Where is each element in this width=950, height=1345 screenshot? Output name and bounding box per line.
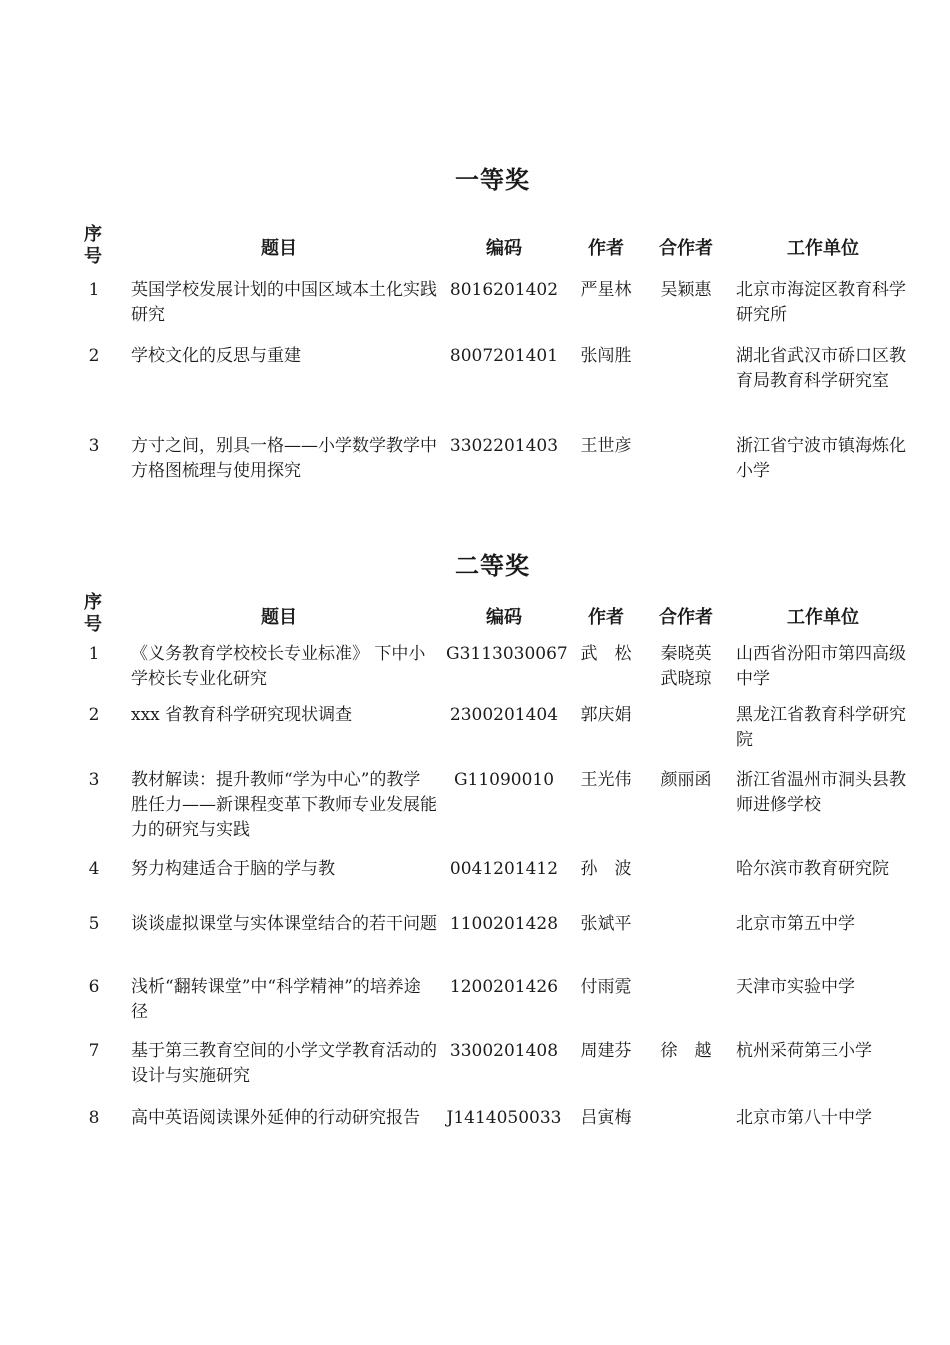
row-title: 谈谈虚拟课堂与实体课堂结合的若干问题	[131, 914, 437, 934]
row-author: 郭庆娟	[580, 705, 632, 725]
row-no: 4	[88, 859, 100, 879]
row-code: 3300201408	[449, 1041, 559, 1061]
row-author: 张闯胜	[580, 346, 632, 366]
row-unit: 北京市第八十中学	[736, 1108, 872, 1128]
row-no: 3	[88, 436, 100, 456]
row-title: 浅析“翻转课堂”中“科学精神”的培养途径	[131, 977, 421, 1022]
row-unit: 哈尔滨市教育研究院	[736, 859, 889, 879]
row-title: 方寸之间，别具一格——小学数学教学中方格图梳理与使用探究	[131, 436, 437, 481]
row-no: 8	[88, 1108, 100, 1128]
row-unit: 浙江省温州市洞头县教师进修学校	[736, 770, 906, 815]
row-title: 努力构建适合于脑的学与教	[131, 859, 335, 879]
row-unit: 山西省汾阳市第四高级中学	[736, 644, 906, 689]
row-no: 6	[88, 977, 100, 997]
row-no: 7	[88, 1041, 100, 1061]
row-unit: 浙江省宁波市镇海炼化小学	[736, 436, 906, 481]
first-prize-title: 一等奖	[455, 165, 530, 194]
row-author: 张斌平	[580, 914, 632, 934]
row-code: 1200201426	[449, 977, 559, 997]
row-title: 学校文化的反思与重建	[131, 346, 301, 366]
row-title: 高中英语阅读课外延伸的行动研究报告	[131, 1108, 420, 1128]
row-title: 基于第三教育空间的小学文学教育活动的设计与实施研究	[131, 1041, 437, 1086]
row-no: 2	[88, 346, 100, 366]
row-author: 王光伟	[580, 770, 632, 790]
row-no: 5	[88, 914, 100, 934]
row-author: 武 松	[580, 644, 632, 664]
row-code: 3302201403	[449, 436, 559, 456]
header-coauthor: 合作者	[659, 238, 713, 259]
row-unit: 杭州采荷第三小学	[736, 1041, 872, 1061]
row-no: 2	[88, 705, 100, 725]
row-code: G11090010	[453, 770, 555, 790]
header-coauthor: 合作者	[659, 607, 713, 628]
row-unit: 黑龙江省教育科学研究院	[736, 705, 906, 750]
row-unit: 北京市第五中学	[736, 914, 855, 934]
header-title: 题目	[261, 607, 297, 628]
row-coauthor: 颜丽函	[660, 770, 712, 790]
row-author: 孙 波	[580, 859, 632, 879]
row-unit: 天津市实验中学	[736, 977, 855, 997]
row-code: 1100201428	[449, 914, 559, 934]
header-unit: 工作单位	[787, 607, 859, 628]
header-no: 序号	[84, 592, 102, 635]
header-title: 题目	[261, 238, 297, 259]
row-unit: 湖北省武汉市硚口区教育局教育科学研究室	[736, 346, 906, 391]
row-code: 0041201412	[449, 859, 559, 879]
row-title: 英国学校发展计划的中国区域本土化实践研究	[131, 280, 437, 325]
header-author: 作者	[588, 607, 624, 628]
header-author: 作者	[588, 238, 624, 259]
row-code: 8016201402	[449, 280, 559, 300]
row-code: 2300201404	[449, 705, 559, 725]
row-title: xxx 省教育科学研究现状调查	[131, 705, 353, 725]
row-unit: 北京市海淀区教育科学研究所	[736, 280, 906, 325]
row-code: G3113030067	[446, 644, 568, 664]
row-author: 付雨霓	[580, 977, 632, 997]
row-code: 8007201401	[449, 346, 559, 366]
row-no: 3	[88, 770, 100, 790]
row-coauthor: 吴颖惠	[660, 280, 712, 300]
row-author: 王世彦	[580, 436, 632, 456]
row-author: 周建芬	[580, 1041, 632, 1061]
row-no: 1	[88, 644, 100, 664]
row-no: 1	[88, 280, 100, 300]
row-author: 吕寅梅	[580, 1108, 632, 1128]
row-code: J1414050033	[446, 1108, 562, 1128]
header-code: 编码	[486, 238, 522, 259]
header-unit: 工作单位	[787, 238, 859, 259]
row-author: 严星林	[580, 280, 632, 300]
row-title: 教材解读：提升教师“学为中心”的教学胜任力——新课程变革下教师专业发展能力的研究与实践	[131, 770, 437, 840]
header-no: 序号	[84, 224, 102, 267]
row-title: 《义务教育学校校长专业标准》 下中小学校长专业化研究	[131, 644, 426, 689]
header-code: 编码	[486, 607, 522, 628]
second-prize-title: 二等奖	[455, 551, 530, 580]
row-coauthor: 秦晓英 武晓琼	[660, 644, 712, 689]
row-coauthor: 徐 越	[660, 1041, 712, 1061]
